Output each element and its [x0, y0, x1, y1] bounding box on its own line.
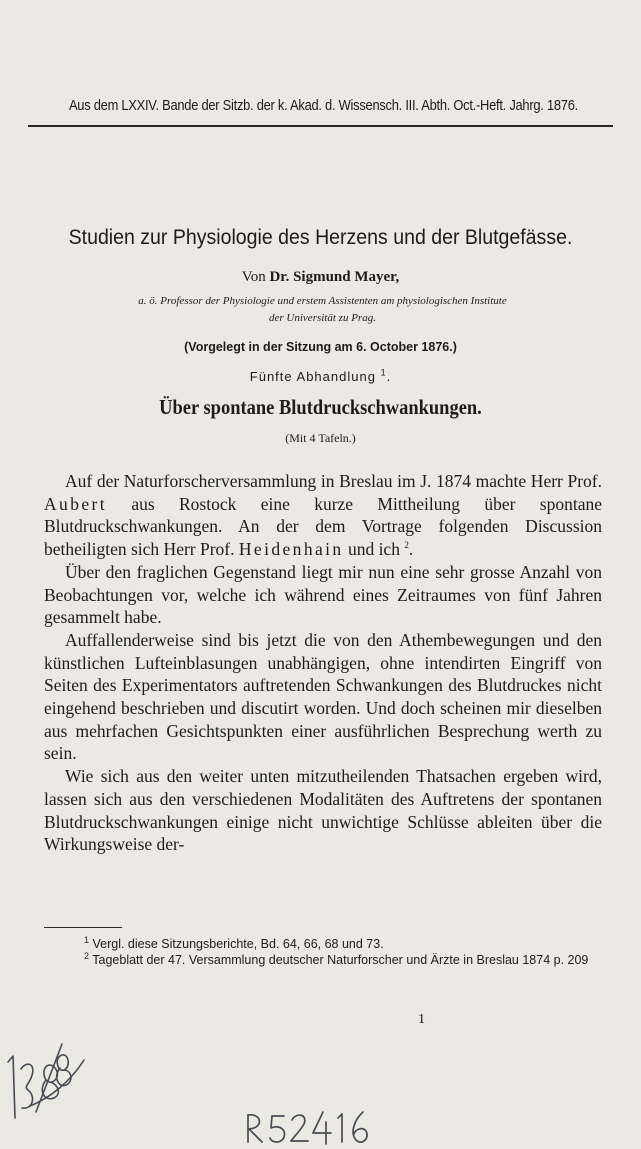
footnote-text: Vergl. diese Sitzungsberichte, Bd. 64, 66, 68 und 73. [92, 937, 384, 951]
footnote-text: Tageblatt der 47. Versammlung deutscher Naturforscher und Ärzte in Breslau 1874 p. 209 [92, 953, 589, 967]
page-number: 1 [418, 1012, 425, 1027]
affiliation-line-2: der Universität zu Prag. [269, 312, 376, 324]
footnote-ref-1: 1 [380, 367, 387, 378]
paragraph-1-text-d: . [408, 539, 414, 560]
article-subtitle: Über spontane Blutdruckschwankungen. [159, 395, 482, 419]
treatise-label: Fünfte Abhandlung [249, 369, 376, 384]
paragraph-4: Wie sich aus den weiter unten mitzutheilenden Thatsachen ergeben wird, lassen sich aus den verschiedenen Modalitäten des Auftretens der spontanen Blutdruckschwankungen einige nicht unwichtige Schlüsse ableiten über die Wirkungsweise der- [44, 766, 602, 855]
paragraph-1-text-a: Auf der Naturforscherversammlung in Breslau im J. 1874 machte Herr Prof. [65, 471, 602, 491]
affiliation-line-1: a. ö. Professor der Physiologie und erstem Assistenten am physiologischen Institute [138, 295, 507, 307]
person-name-heidenhain: Heidenhain [238, 539, 344, 560]
paragraph-2: Über den fraglichen Gegenstand liegt mir nun eine sehr grosse Anzahl von Beobachtungen vor, welche ich während eines Zeitraumes von fünf Jahren gesammelt habe. [44, 561, 602, 628]
paragraph-1-text-c: und ich [347, 539, 400, 560]
paragraph-3: Auffallenderweise sind bis jetzt die von den Athembewegungen und den künstlichen Lufteinblasungen unabhängigen, ohne intendirten Eingriff von Seiten des Experimentators auftretenden Schwankungen des Blutdruckes nicht eingehend beschrieben und discutirt worden. Und doch scheinen mir dieselben aus mehrfachen Gesichtspunkten einer ausführlichen Besprechung werth zu sein. [44, 629, 602, 764]
footnote-ref-2: 2 [404, 540, 409, 551]
paragraph-1-text-b: aus Rostock eine kurze Mittheilung über spontane Blutdruckschwankungen. An der dem Vortrage folgenden Discussion betheiligten sich Herr Prof. [44, 493, 603, 560]
footnote-mark: 1 [84, 934, 90, 945]
plates-note: (Mit 4 Tafeln.) [285, 431, 356, 445]
running-header: Aus dem LXXIV. Bande der Sitzb. der k. Akad. d. Wissensch. III. Abth. Oct.-Heft. Jahrg. 1876. [68, 97, 578, 114]
treatise-suffix: . [386, 369, 392, 384]
author-prefix: Von [241, 269, 266, 285]
article-title: Studien zur Physiologie des Herzens und der Blutgefässe. [68, 226, 573, 249]
presentation-note: (Vorgelegt in der Sitzung am 6. October 1876.) [184, 340, 457, 354]
person-name-aubert: Aubert [44, 493, 107, 514]
author-name: Dr. Sigmund Mayer, [269, 269, 400, 285]
footnote-mark: 2 [84, 950, 90, 961]
